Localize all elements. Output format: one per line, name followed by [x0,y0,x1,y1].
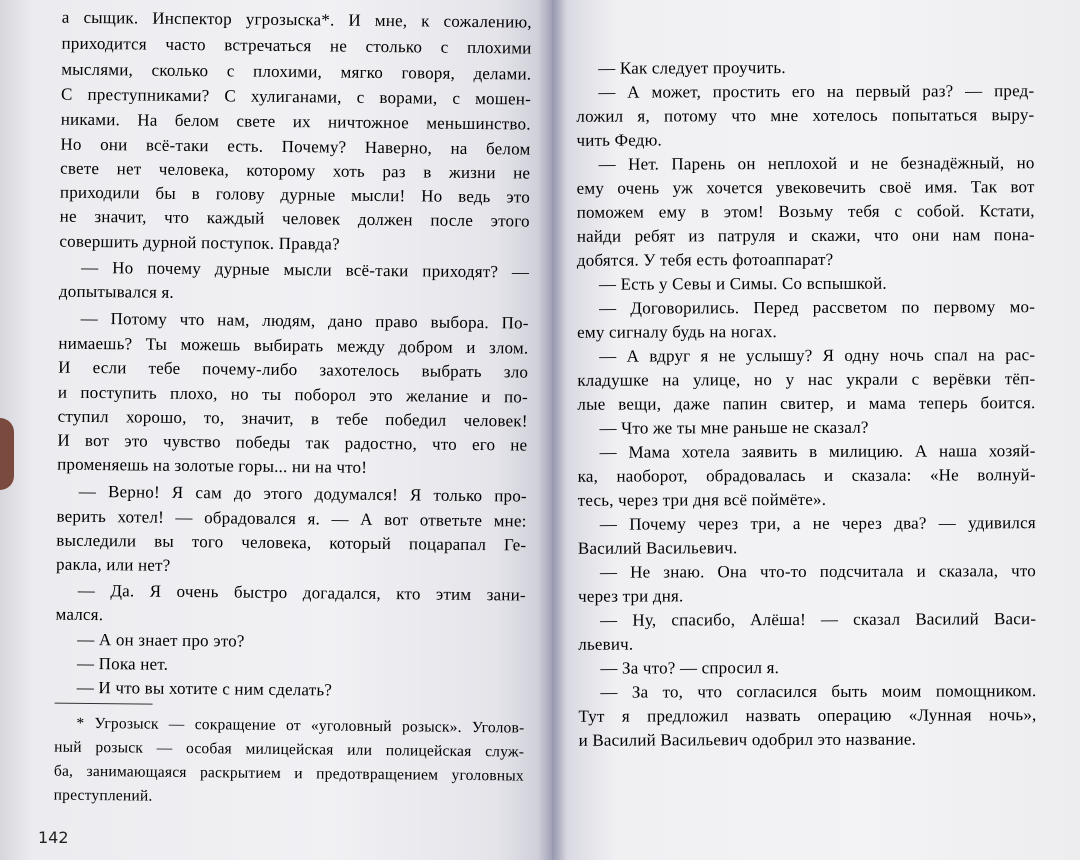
book-gutter [538,0,566,860]
text-line: — Ну, спасибо, Алёша! — сказал Василий Васи- [600,609,1037,630]
text-line: верить хотел! — обрадовался я. — А вот ответьте мне: [56,506,527,531]
text-line: мыслями, сколько с плохими, мягко говоря, делами. [61,59,532,84]
text-line: льевич. [578,634,634,654]
text-line: — Не знаю. Она что-то подсчитала и сказала, что [599,561,1037,582]
text-line: И если тебе почему-либо захотелось выбрать зло [58,357,529,382]
text-line: — Потому что нам, людям, дано право выбора. По- [80,308,529,333]
text-line: — И что вы хотите с ним сделать? [76,677,333,700]
footnote-line: * Угрозыск — сокращение от «уголовный розыск». Уголов- [76,714,525,737]
footnote-line: ба, занимающаяся раскрытием и предотвращением уголовных [53,762,524,785]
thumb [0,418,14,490]
text-line: — Договорились. Перед рассветом по первому мо- [599,297,1036,318]
text-line: чить Федю. [576,130,662,150]
text-line: — Да. Я очень быстро догадался, кто этим зани- [77,580,526,605]
text-line: ка, наоборот, обрадовалась и сказала: «Не волнуй- [577,465,1036,486]
text-line: — Почему через три, а не через два? — удивился [599,513,1036,534]
text-line: никами. На белом свете их ничтожное меньшинство. [60,109,531,134]
text-line: ему очень уж хочется увековечить своё имя. Так вот [576,177,1035,198]
text-line: — А вдруг я не услышу? Я одну ночь спал на рас- [599,345,1036,366]
text-line: и Василий Васильевич одобрил это название. [578,729,917,750]
text-line: Но они всё-таки есть. Почему? Наверно, на белом [60,134,531,159]
text-line: Тут я предложил назвать операцию «Лунная ночь», [578,705,1037,726]
text-line: допытывался я. [58,281,175,302]
text-line: променяешь на золотые горы... ни на что! [57,454,368,477]
text-line: — Как следует проучить. [598,58,786,78]
text-line: через три дня. [578,586,684,606]
text-line: нимаешь? Ты можешь выбирать между добром и злом. [58,333,529,358]
text-line: совершить дурной поступок. Правда? [59,231,340,254]
text-line: — За то, что согласился быть моим помощником. [600,681,1037,702]
text-line: не значит, что каждый человек должен после этого [59,206,530,231]
text-line: кладушке на улице, но у нас украли с верёвки тёп- [577,369,1036,390]
text-line: — А может, простить его на первый раз? — пред- [598,81,1035,102]
text-line: найди ребят из патруля и скажи, что они нам пона- [576,225,1035,246]
text-line: — Но почему дурные мысли всё-таки приходят? — [81,257,530,282]
text-line: ложил я, потому что мне хотелось попытаться выру- [576,105,1035,126]
text-line: — А он знает про это? [77,629,245,651]
text-line: — Мама хотела заявить в милицию. А наша хозяй- [599,441,1036,462]
text-line: — Есть у Севы и Симы. Со вспышкой. [598,273,887,294]
footnote-line: ный розыск — особая милицейская или полицейская служ- [54,738,525,761]
text-line: — Нет. Парень он неплохой и не безнадёжный, но [598,153,1035,174]
page-number: 142 [38,828,69,847]
text-line: Василий Васильевич. [577,538,738,558]
text-line: поможем ему в этом! Возьму тебя с собой. Кстати, [576,201,1035,222]
text-line: — За что? — спросил я. [600,658,780,678]
text-line: И вот это чувство победы так радостно, что его не [57,430,528,455]
footnote-line: преступлений. [53,786,153,805]
text-line: — Верно! Я сам до этого додумался! Я только про- [78,481,527,506]
text-line: ему сигналу будь на ногах. [577,322,777,342]
text-line: приходится часто встречаться не столько с плохими [61,33,532,58]
text-line: свете нет человека, которому хоть раз в жизни не [60,158,531,183]
text-line: ракла, или нет? [55,554,171,575]
text-line: приходили бы в голову дурные мысли! Но ведь это [59,182,531,207]
text-line: — Что же ты мне раньше не сказал? [599,417,869,438]
text-line: добятся. У тебя есть фотоаппарат? [576,249,834,270]
text-line: лые вещи, даже папин свитер, и мама теперь боится. [577,393,1036,414]
text-line: а сыщик. Инспектор угрозыска*. И мне, к сожалению, [61,7,532,32]
text-line: и поступить плохо, но ты поборол это желание и по- [57,382,528,407]
text-line: тесь, через три дня всё поймёте». [577,489,827,510]
text-line: — Пока нет. [76,653,169,674]
text-line: мался. [55,604,104,625]
text-line: выследили вы того человека, который поцарапал Ге- [56,530,527,555]
text-line: С преступниками? С хулиганами, с ворами, с мошен- [60,84,532,109]
text-line: ступил хорошо, то, значит, в тебе победил человек! [57,406,528,431]
